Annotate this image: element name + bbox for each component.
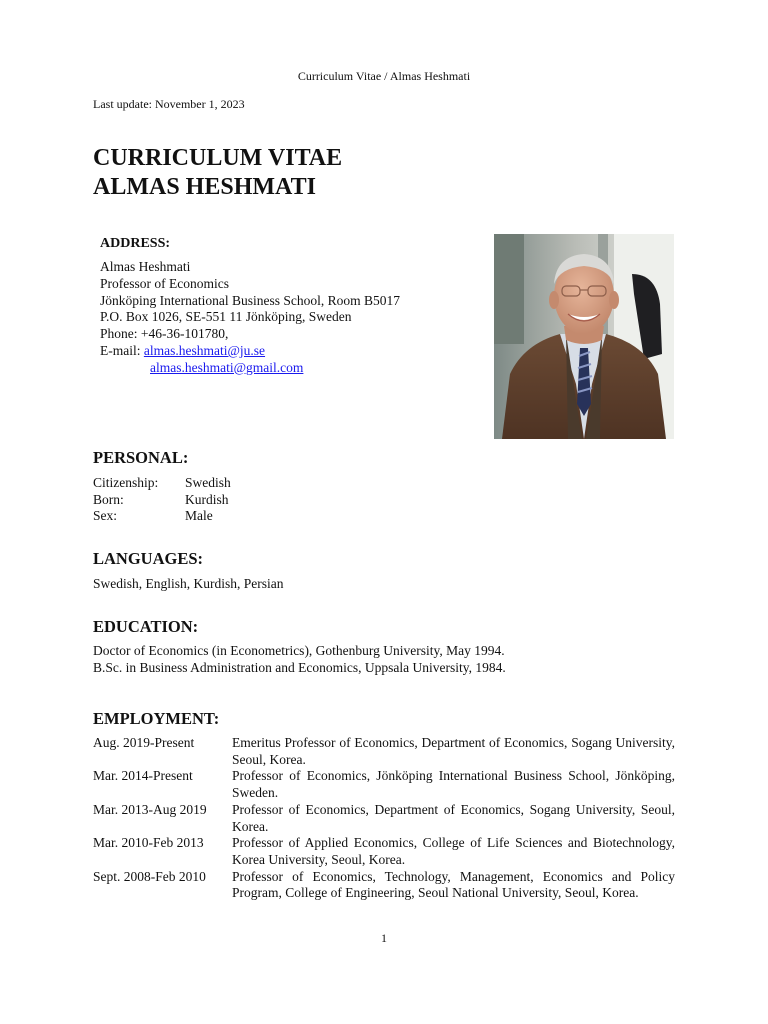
employment-desc: Professor of Economics, Technology, Management, Economics and Policy Program, College of Engineering, Seoul National University, Seoul, Korea. — [232, 868, 675, 901]
address-postal: P.O. Box 1026, SE-551 11 Jönköping, Sweden — [100, 309, 352, 325]
address-position: Professor of Economics — [100, 275, 229, 291]
employment-heading: EMPLOYMENT: — [93, 709, 220, 728]
address-name: Almas Heshmati — [100, 259, 191, 274]
address-institution: Jönköping International Business School, Room B5017 — [100, 292, 400, 308]
employment-period: Mar. 2010-Feb 2013 — [93, 835, 204, 851]
last-update: Last update: November 1, 2023 — [93, 97, 245, 111]
running-header: Curriculum Vitae / Almas Heshmati — [297, 69, 471, 83]
email-label: E-mail: — [100, 342, 144, 358]
address-heading: ADDRESS: — [100, 236, 171, 251]
employment-desc: Emeritus Professor of Economics, Department of Economics, Sogang University, Seoul, Korea. — [232, 735, 675, 767]
languages-heading: LANGUAGES: — [93, 549, 204, 568]
portrait-photo — [494, 234, 674, 439]
address-phone: Phone: +46-36-101780, — [100, 326, 229, 342]
employment-desc: Professor of Economics, Jönköping International Business School, Jönköping, Sweden. — [232, 768, 675, 801]
employment-row — [93, 835, 675, 868]
personal-value: Male — [185, 508, 213, 524]
personal-label: Born: — [93, 491, 124, 507]
title-line-1: CURRICULUM VITAE — [93, 145, 343, 171]
document-title — [93, 144, 342, 202]
email-row-secondary — [100, 360, 400, 377]
personal-value: Swedish — [185, 475, 231, 490]
employment-period: Aug. 2019-Present — [93, 735, 195, 750]
personal-info — [93, 475, 231, 525]
email-link-primary[interactable]: almas.heshmati@ju.se — [143, 342, 266, 358]
education-list — [93, 643, 506, 676]
personal-row-born — [93, 492, 231, 509]
employment-period: Mar. 2014-Present — [93, 768, 193, 784]
employment-row — [93, 768, 675, 801]
employment-desc: Professor of Applied Economics, College of Life Sciences and Biotechnology, Korea University, Seoul, Korea. — [232, 835, 675, 867]
email-row — [100, 343, 400, 360]
employment-period: Mar. 2013-Aug 2019 — [93, 801, 207, 817]
employment-period: Sept. 2008-Feb 2010 — [93, 868, 206, 884]
employment-row — [93, 802, 675, 835]
personal-row-sex — [93, 508, 231, 525]
address-block — [100, 259, 400, 377]
personal-label: Citizenship: — [93, 475, 159, 490]
title-line-2: ALMAS HESHMATI — [93, 174, 316, 200]
education-heading: EDUCATION: — [93, 617, 199, 636]
personal-value: Kurdish — [185, 491, 229, 507]
employment-desc: Professor of Economics, Department of Economics, Sogang University, Seoul, Korea. — [232, 801, 675, 834]
education-item: Doctor of Economics (in Econometrics), Gothenburg University, May 1994. — [93, 643, 505, 658]
employment-row — [93, 735, 675, 768]
personal-heading: PERSONAL: — [93, 448, 189, 467]
education-item: B.Sc. in Business Administration and Economics, Uppsala University, 1984. — [93, 659, 506, 675]
languages-text: Swedish, English, Kurdish, Persian — [93, 576, 284, 591]
personal-row-citizenship — [93, 475, 231, 492]
email-link-secondary[interactable]: almas.heshmati@gmail.com — [150, 359, 304, 375]
page-number: 1 — [381, 931, 387, 945]
personal-label: Sex: — [93, 508, 118, 524]
employment-row — [93, 869, 675, 902]
employment-list — [93, 735, 675, 902]
